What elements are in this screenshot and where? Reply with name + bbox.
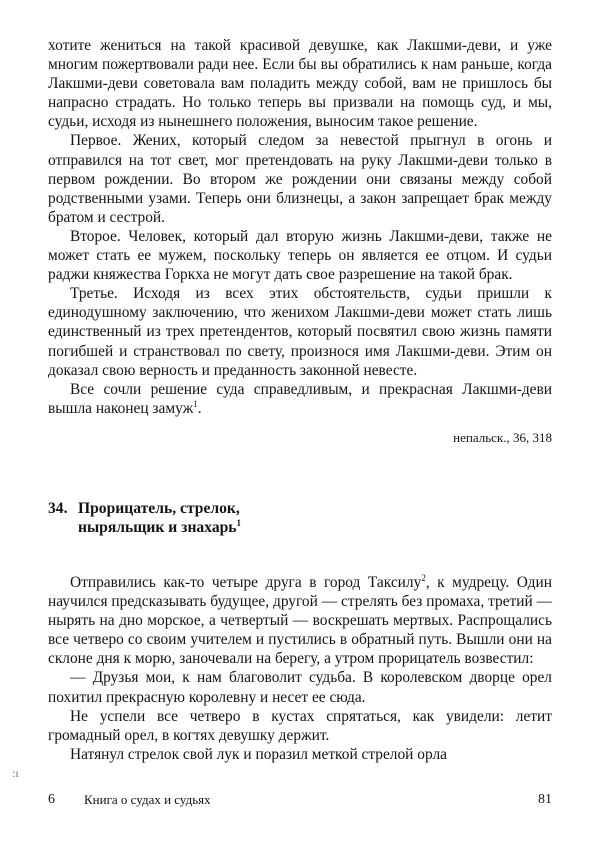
heading-line2: ныряльщик и знахарь [78, 518, 237, 536]
closing-paragraph [48, 380, 552, 418]
story-paragraph-4: Натянул стрелок свой лук и поразил меткой стрелой орла [70, 745, 447, 763]
heading-number: 34. [48, 499, 68, 517]
story-paragraph-3: Не успели все четверо в кустах спрятаться, как увидели: летит громадный орел, в когтях девушку держит. [48, 707, 552, 744]
paragraph: хотите жениться на такой красивой девушке, как Лакшми-деви, и уже многим пожертвовали ради нее. Если бы вы обратились к нам раньше, когда Лакшми-деви советовала вам поладить между собой, вам не пришлось бы напрасно страдать. Но только теперь вы призвали на помощь суд, и мы, судьи, исходя из нынешнего положения, выносим такое решение. [48, 37, 552, 131]
running-title: Книга о судах и судьях [84, 792, 211, 807]
closing-period: . [197, 399, 202, 417]
story-paragraph-1 [48, 573, 552, 668]
page-footer [48, 792, 552, 812]
heading-line2-wrap [48, 518, 552, 537]
story-paragraph-2: — Друзья мои, к нам благоволит судьба. В королевском дворце орел похитил прекрасную королевну и несет ее сюда. [48, 669, 552, 706]
heading-footnote-mark: 1 [236, 517, 242, 528]
story-p1-part2: , к мудрецу. Один научился предсказывать будущее, другой — стрелять без промаха, третий — нырять на дно морское, а четвертый — воскрешать мертвых. Распрощались все четверо со своим учителем и пустились в обратный путь. Вышли они на склоне дня к морю, заночевали на берегу, а утром прорицатель возвестил: [48, 573, 552, 668]
paragraph: Второе. Человек, который дал вторую жизнь Лакшми-деви, также не может стать ее мужем, поскольку теперь он является ее отцом. И судьи раджи княжества Горкха не могут дать свое разрешение на такой брак. [48, 227, 552, 284]
source-note: непальск., 36, 318 [453, 429, 552, 445]
story-body [48, 573, 552, 764]
paragraph: Третье. Исходя из всех этих обстоятельств, судьи пришли к единодушному заключению, что женихом Лакшми-деви может стать лишь единственный из трех претендентов, который посвятил свою жизнь памяти погибшей и странствовал по свету, произнося имя Лакшми-деви. Этим он доказал свою верность и преданность законной невесте. [48, 285, 552, 379]
story-heading [48, 499, 552, 537]
margin-mark: :ı [12, 766, 19, 780]
signature-mark: 6 [48, 792, 55, 807]
page-text [48, 36, 552, 764]
closing-text: Все сочли решение суда справедливым, и прекрасная Лакшми-деви вышла наконец замуж [48, 380, 552, 417]
story-footnote-mark: 2 [421, 572, 426, 583]
heading-line1: Прорицатель, стрелок, [78, 499, 240, 517]
paragraph: Первое. Жених, который следом за невестой прыгнул в огонь и отправился на тот свет, мог претендовать на руку Лакшми-деви только в первом рождении. Во втором же рождении они связаны между собой родственными узами. Теперь они близнецы, а закон запрещает брак между братом и сестрой. [48, 132, 552, 226]
top-paragraphs [48, 36, 552, 380]
footnote-mark: 1 [193, 398, 198, 409]
page-number: 81 [538, 792, 552, 807]
story-p1-part1: Отправились как-то четыре друга в город Таксилу [70, 573, 422, 591]
